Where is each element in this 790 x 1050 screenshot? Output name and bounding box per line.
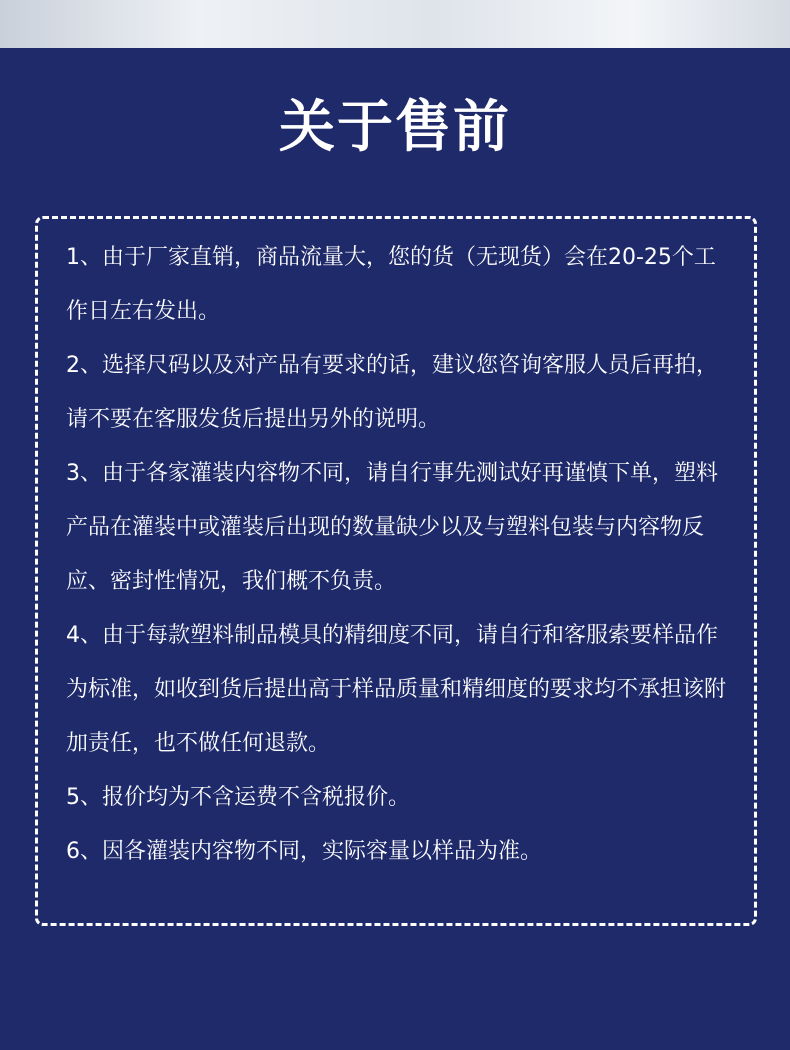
notice-item-3: 3、由于各家灌装内容物不同，请自行事先测试好再谨慎下单，塑料产品在灌装中或灌装后出现的数量缺少以及与塑料包装与内容物反应、密封性情况，我们概不负责。 [66,461,718,594]
notice-list [66,231,732,879]
notice-item-4: 4、由于每款塑料制品模具的精细度不同，请自行和客服索要样品作为标准，如收到货后提出高于样品质量和精细度的要求均不承担该附加责任，也不做任何退款。 [66,623,727,756]
notice-item-1: 1、由于厂家直销，商品流量大，您的货（无现货）会在20-25个工作日左右发出。 [66,245,716,324]
top-image-band [0,0,790,48]
notice-item-6: 6、因各灌装内容物不同，实际容量以样品为准。 [66,839,542,864]
notice-item-5: 5、报价均为不含运费不含税报价。 [66,785,410,810]
notice-item-2: 2、选择尺码以及对产品有要求的话，建议您咨询客服人员后再拍，请不要在客服发货后提出另外的说明。 [66,353,718,432]
page-title: 关于售前 [279,95,511,160]
